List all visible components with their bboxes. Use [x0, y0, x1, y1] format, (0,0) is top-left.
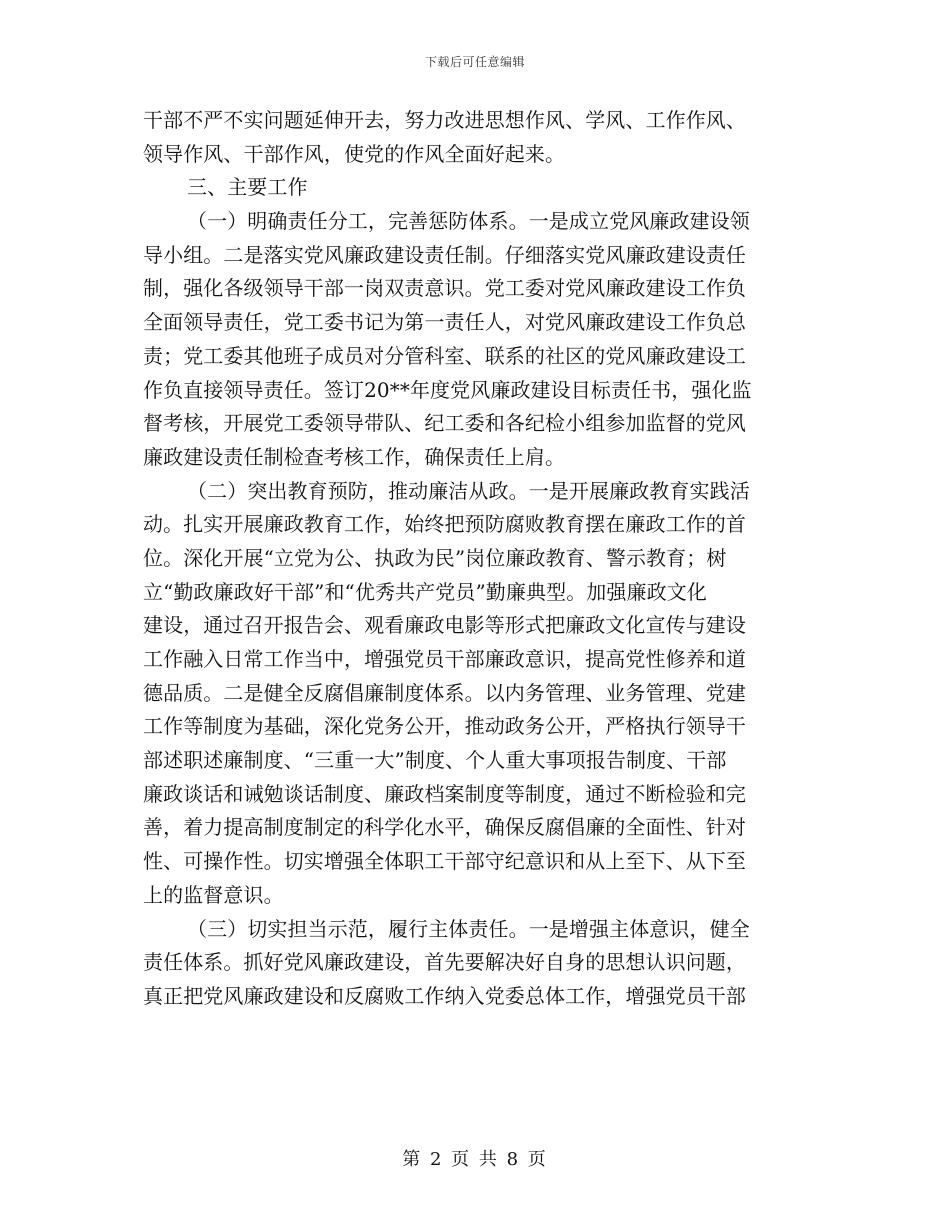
text-line: 工作融入日常工作当中，增强党员干部廉政意识，提高党性修养和道 [143, 647, 746, 671]
text-line: 廉政建设责任制检查考核工作，确保责任上肩。 [143, 444, 566, 469]
text-line: 性、可操作性。切实增强全体职工干部守纪意识和从上至下、从下至 [143, 849, 746, 874]
text-line: 责；党工委其他班子成员对分管科室、联系的社区的党风廉政建设工 [143, 343, 746, 368]
text-line: 建设，通过召开报告会、观看廉政电影等形式把廉政文化宣传与建设 [143, 613, 746, 638]
text-line: 部述职述廉制度、“三重一大”制度、个人重大事项报告制度、干部 [143, 748, 727, 773]
paragraph-start: （一）明确责任分工，完善惩防体系。一是成立党风廉政建设领 [187, 209, 750, 234]
text-line: 动。扎实开展廉政教育工作，始终把预防腐败教育摆在廉政工作的首 [143, 512, 746, 537]
text-line: 导小组。二是落实党风廉政建设责任制。仔细落实党风廉政建设责任 [143, 242, 746, 267]
section-heading: 三、主要工作 [187, 175, 308, 200]
text-line: 制，强化各级领导干部一岗双责意识。党工委对党风廉政建设工作负 [143, 276, 746, 301]
text-line: 责任体系。抓好党风廉政建设，首先要解决好自身的思想认识问题， [143, 950, 746, 975]
page-footer: 第 2 页 共 8 页 [402, 1149, 548, 1170]
text-line: 作负直接领导责任。签订20**年度党风廉政建设目标责任书，强化监 [143, 377, 752, 402]
paragraph-start: （二）突出教育预防，推动廉洁从政。一是开展廉政教育实践活 [187, 478, 750, 503]
text-line: 干部不严不实问题延伸开去，努力改进思想作风、学风、工作作风、 [143, 108, 746, 132]
text-line: 立“勤政廉政好干部”和“优秀共产党员”勤廉典型。加强廉政文化 [143, 579, 707, 604]
paragraph-start: （三）切实担当示范，履行主体责任。一是增强主体意识，健全 [187, 916, 750, 941]
text-line: 上的监督意识。 [143, 882, 284, 907]
text-line: 真正把党风廉政建设和反腐败工作纳入党委总体工作，增强党员干部 [143, 983, 746, 1008]
text-line: 廉政谈话和诫勉谈话制度、廉政档案制度等制度，通过不断检验和完 [143, 781, 746, 806]
text-line: 德品质。二是健全反腐倡廉制度体系。以内务管理、业务管理、党建 [143, 680, 746, 705]
text-line: 善，着力提高制度制定的科学化水平，确保反腐倡廉的全面性、针对 [143, 815, 746, 840]
text-line: 领导作风、干部作风，使党的作风全面好起来。 [143, 141, 566, 166]
document-body [143, 104, 808, 1014]
page-header: 下载后可任意编辑 [424, 55, 525, 69]
text-line: 督考核，开展党工委领导带队、纪工委和各纪检小组参加监督的党风 [143, 411, 746, 436]
text-line: 工作等制度为基础，深化党务公开，推动政务公开，严格执行领导干 [143, 714, 746, 739]
text-line: 全面领导责任，党工委书记为第一责任人，对党风廉政建设工作负总 [143, 310, 746, 335]
text-line: 位。深化开展“立党为公、执政为民”岗位廉政教育、警示教育；树 [143, 545, 727, 570]
